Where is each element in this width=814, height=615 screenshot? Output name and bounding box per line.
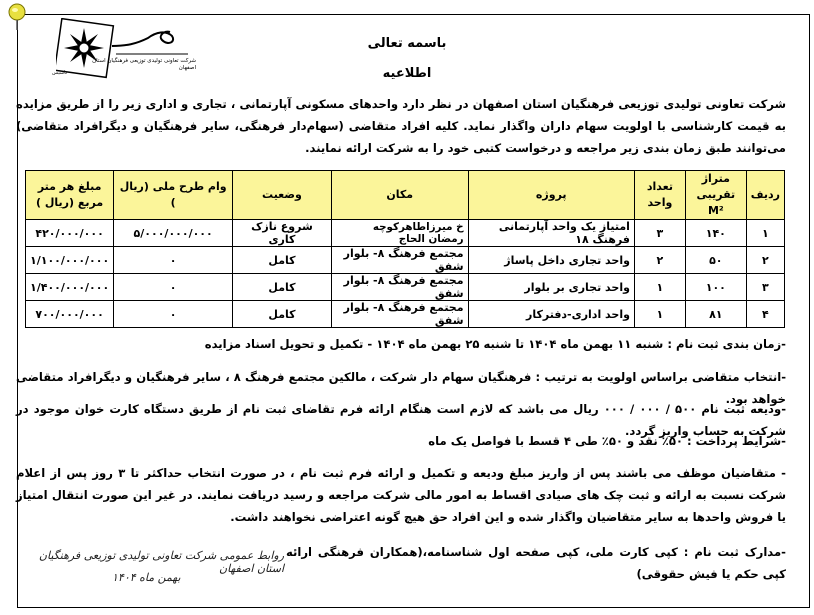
- cell-area: ۵۰: [685, 247, 746, 274]
- note-obligation: - متقاضیان موظف می باشند پس از واریز مبلغ ودیعه و تکمیل و ارائه فرم ثبت نام ، در صورت انتخاب حداکثر تا ۳ روز پس از اعلام شرکت نسبت به ارائه و ثبت چک های صیادی اقساط به امور مالی شرکت مراجعه و رسید دریافت نمایند. در غیر این صورت انتقال امتیاز یا فروش واحدها به سایر متقاضیان واگذار شده و این افراد حق هیچ گونه اعتراضی نخواهند داشت.: [16, 466, 786, 524]
- note-payment: -شرایط پرداخت : ۵۰٪ نقد و ۵۰٪ طی ۴ قسط با فواصل یک ماه: [428, 434, 786, 448]
- header-area: متراژ تقریبی M²: [685, 171, 746, 220]
- bismillah-heading: باسمه تعالی: [367, 36, 447, 51]
- cell-status: کامل: [233, 274, 332, 301]
- cell-price-per-meter: ۱/۴۰۰/۰۰۰/۰۰۰: [26, 274, 114, 301]
- cell-national-loan: ۰: [114, 247, 233, 274]
- cell-area: ۱۴۰: [685, 220, 746, 247]
- cell-area: ۸۱: [685, 301, 746, 328]
- table-row: [26, 220, 785, 247]
- header-row-number: ردیف: [746, 171, 784, 220]
- logo-side-text: تاسیس: [52, 70, 67, 76]
- header-price-per-meter: مبلغ هر متر مربع (ریال ): [26, 171, 114, 220]
- cell-price-per-meter: ۱/۱۰۰/۰۰۰/۰۰۰: [26, 247, 114, 274]
- cell-location: مجتمع فرهنگ ۸- بلوار شفق: [331, 274, 468, 301]
- cell-location: مجتمع فرهنگ ۸- بلوار شفق: [331, 301, 468, 328]
- note-documents: -مدارک ثبت نام : کپی کارت ملی، کپی صفحه اول شناسنامه،(همکاران فرهنگی ارائه کپی حکم یا فیش حقوقی): [286, 545, 786, 581]
- properties-table: [25, 170, 785, 328]
- table-header-row: [26, 171, 785, 220]
- note-priority: -انتخاب متقاضی براساس اولویت به ترتیب : فرهنگیان سهام دار شرکت ، مالکین مجتمع فرهنگ ۸ ، سایر فرهنگیان و دیگرافراد متقاضی خواهد بود.: [16, 370, 786, 406]
- cell-price-per-meter: ۷۰۰/۰۰۰/۰۰۰: [26, 301, 114, 328]
- cell-unit-count: ۳: [634, 220, 685, 247]
- cell-unit-count: ۲: [634, 247, 685, 274]
- table-row: [26, 274, 785, 301]
- cell-national-loan: ۰: [114, 274, 233, 301]
- header-status: وضعیت: [233, 171, 332, 220]
- table-row: [26, 301, 785, 328]
- cell-row-number: ۳: [746, 274, 784, 301]
- note-schedule: -زمان بندی ثبت نام : شنبه ۱۱ بهمن ماه ۱۴۰۴ تا شنبه ۲۵ بهمن ماه ۱۴۰۴ - تکمیل و تحویل اسناد مزایده: [204, 337, 786, 351]
- header-national-loan: وام طرح ملی (ریال ): [114, 171, 233, 220]
- cell-location: خ میرزاطاهرکوچه رمضان الحاج: [331, 220, 468, 247]
- cell-national-loan: ۰: [114, 301, 233, 328]
- header-project: پروژه: [468, 171, 634, 220]
- header-unit-count: تعداد واحد: [634, 171, 685, 220]
- logo-caption: شرکت تعاونی تولیدی توزیعی فرهنگیان استان اصفهان: [92, 58, 196, 71]
- notice-title: اطلاعیه: [382, 66, 432, 81]
- cell-status: شروع نازک کاری: [233, 220, 332, 247]
- cell-row-number: ۴: [746, 301, 784, 328]
- cell-price-per-meter: ۴۲۰/۰۰۰/۰۰۰: [26, 220, 114, 247]
- note-deposit: -ودیعه ثبت نام ۵۰۰ / ۰۰۰ / ۰۰۰ ریال می باشد که لازم است هنگام ارائه فرم تقاضای ثبت نام از طریق دستگاه کارت خوان موجود در شرکت به حساب واریز گردد.: [16, 402, 787, 438]
- cell-status: کامل: [233, 247, 332, 274]
- cell-project: واحد تجاری بر بلوار: [468, 274, 634, 301]
- table-row: [26, 247, 785, 274]
- cell-area: ۱۰۰: [685, 274, 746, 301]
- cell-location: مجتمع فرهنگ ۸- بلوار شفق: [331, 247, 468, 274]
- header-location: مکان: [331, 171, 468, 220]
- pushpin-icon: [4, 2, 30, 32]
- cell-national-loan: ۵/۰۰۰/۰۰۰/۰۰۰: [114, 220, 233, 247]
- cell-row-number: ۲: [746, 247, 784, 274]
- cell-row-number: ۱: [746, 220, 784, 247]
- cell-project: واحد اداری-دفترکار: [468, 301, 634, 328]
- cell-unit-count: ۱: [634, 274, 685, 301]
- cell-unit-count: ۱: [634, 301, 685, 328]
- signature-line: روابط عمومی شرکت تعاونی تولیدی توزیعی فرهنگیان استان اصفهان: [38, 549, 284, 575]
- cell-project: امتیاز یک واحد آپارتمانی فرهنگ ۱۸: [468, 220, 634, 247]
- cell-project: واحد تجاری داخل پاساژ: [468, 247, 634, 274]
- cell-status: کامل: [233, 301, 332, 328]
- intro-paragraph: شرکت تعاونی تولیدی توزیعی فرهنگیان استان اصفهان در نظر دارد واحدهای مسکونی آپارتمانی ، تجاری و اداری زیر را از طریق مزایده به قیمت کارشناسی با اولویت سهام داران واگذار نماید. کلیه افراد متقاضی (سهام‌دار فرهنگی، سایر فرهنگیان و دیگرافراد متقاضی) می‌توانند طبق زمان بندی زیر مراجعه و درخواست کتبی خود را به شرکت ارائه نمایند.: [16, 97, 786, 155]
- signature-date: بهمن ماه ۱۴۰۴: [112, 571, 181, 584]
